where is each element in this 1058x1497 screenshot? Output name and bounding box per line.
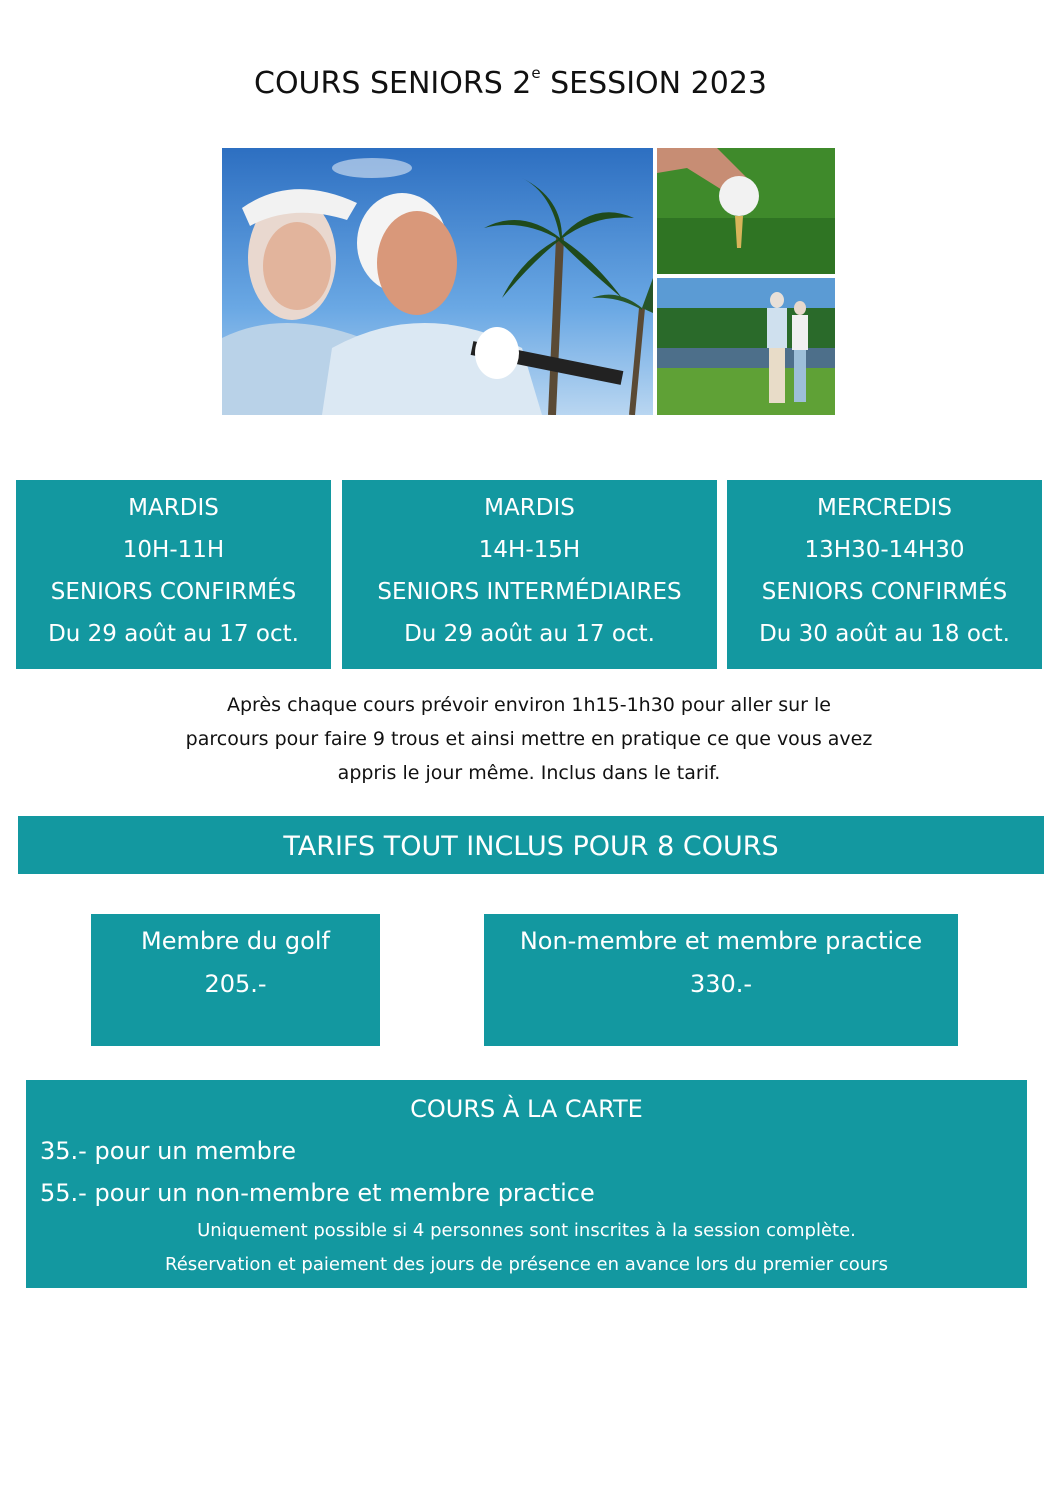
title-suffix: SESSION 2023 [540,66,767,101]
course-time: 13H30-14H30 [804,537,965,563]
carte-price-member: 35.- pour un membre [40,1137,296,1165]
price-value: 205.- [204,970,267,998]
photo-golf-ball-tee [657,148,835,274]
course-dates: Du 29 août au 17 oct. [404,621,655,647]
carte-condition: Uniquement possible si 4 personnes sont inscrites à la session complète. [197,1220,856,1241]
info-note [100,688,958,790]
course-level: SENIORS CONFIRMÉS [761,579,1008,605]
a-la-carte-box [26,1080,1027,1288]
title-superscript: e [531,64,541,82]
title-prefix: COURS SENIORS 2 [254,66,532,101]
carte-condition: Réservation et paiement des jours de présence en avance lors du premier cours [165,1254,888,1275]
course-dates: Du 29 août au 17 oct. [48,621,299,647]
course-level: SENIORS INTERMÉDIAIRES [377,579,682,605]
price-card-member [91,914,380,1046]
course-card-tuesday-morning [16,480,331,669]
course-card-wednesday [727,480,1042,669]
page-title [0,66,1021,101]
course-time: 14H-15H [478,537,581,563]
price-label: Membre du golf [141,927,330,955]
course-card-tuesday-afternoon [342,480,717,669]
price-card-nonmember [484,914,958,1046]
photo-couple-on-course [657,278,835,415]
course-day: MARDIS [484,495,575,521]
course-level: SENIORS CONFIRMÉS [50,579,297,605]
note-line: appris le jour même. Inclus dans le tarif. [337,762,721,784]
course-day: MERCREDIS [817,495,952,521]
course-time: 10H-11H [122,537,225,563]
note-line: parcours pour faire 9 trous et ainsi mettre en pratique ce que vous avez [185,728,873,750]
photo-senior-golfers [222,148,653,415]
price-value: 330.- [689,970,753,998]
note-line: Après chaque cours prévoir environ 1h15-1h30 pour aller sur le [227,694,831,716]
course-day: MARDIS [128,495,219,521]
carte-title: COURS À LA CARTE [410,1095,643,1123]
carte-price-nonmember: 55.- pour un non-membre et membre practice [40,1179,595,1207]
tarifs-banner: TARIFS TOUT INCLUS POUR 8 COURS [18,816,1044,874]
price-label: Non-membre et membre practice [519,927,923,955]
course-dates: Du 30 août au 18 oct. [759,621,1010,647]
